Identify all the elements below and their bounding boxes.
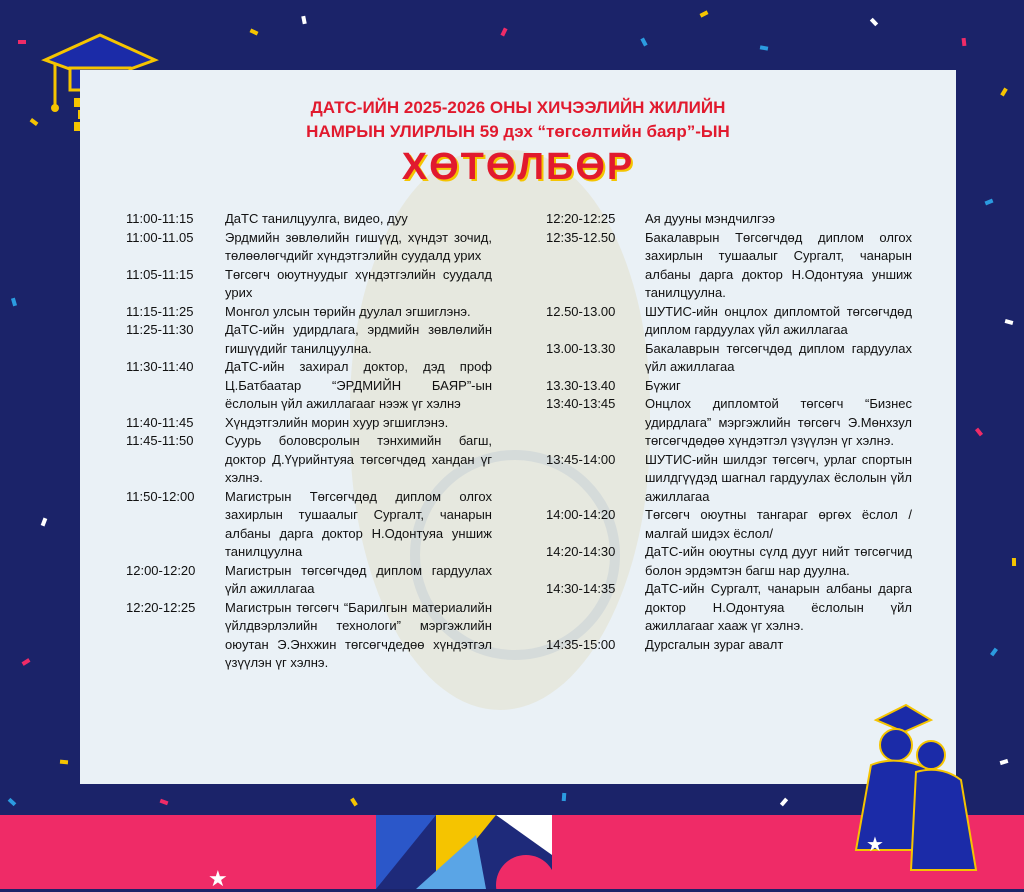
confetti-piece xyxy=(18,40,26,44)
schedule-row xyxy=(546,451,912,507)
schedule-time: 11:15-11:25 xyxy=(126,303,194,319)
schedule-description: ДаТС-ийн оюутны сүлд дууг нийт төгсөгчид болон эрдэмтэн багш нар дуулна. xyxy=(645,544,912,578)
confetti-piece xyxy=(1012,558,1016,566)
schedule-time: 11:40-11:45 xyxy=(126,414,194,430)
schedule-time: 14:20-14:30 xyxy=(546,544,616,559)
confetti-piece xyxy=(11,298,17,307)
schedule-row xyxy=(126,432,492,488)
geometric-pattern xyxy=(376,815,552,889)
schedule-description: Бүжиг xyxy=(645,377,681,393)
schedule-description: Магистрын төгсөгч “Барилгын материалийн үйлдвэрлэлийн технологи” мэргэжлийн оюутан Э.Энхжин төгсөгчдедөө хүндэтгэл үзүүлэн үг хэлнэ. xyxy=(225,599,492,670)
schedule-description: ШУТИС-ийн онцлох дипломтой төгсөгчдөд диплом гардуулах үйл ажиллагаа xyxy=(645,303,912,337)
schedule-description: ДаТС-ийн удирдлага, эрдмийн зөвлөлийн гишүүдийг танилцуулна. xyxy=(225,322,492,356)
schedule-time: 12:20-12:25 xyxy=(126,599,196,615)
confetti-piece xyxy=(250,28,259,35)
schedule-description: Дурсгалын зураг авалт xyxy=(645,636,784,652)
schedule-description: ШУТИС-ийн шилдэг төгсөгч, урлаг спортын шилдгүүдэд шагнал гардуулах ёслолын үйл ажиллагаа xyxy=(645,451,912,504)
schedule-row xyxy=(126,210,492,229)
confetti-piece xyxy=(1005,319,1014,325)
schedule-row xyxy=(126,358,492,414)
confetti-piece xyxy=(60,760,68,765)
confetti-piece xyxy=(22,658,31,666)
confetti-piece xyxy=(562,793,567,801)
schedule-right-column xyxy=(546,210,912,654)
schedule-time: 11:50-12:00 xyxy=(126,488,195,504)
schedule-row xyxy=(546,340,912,377)
schedule-time: 11:30-11:40 xyxy=(126,359,194,374)
schedule-time: 14:00-14:20 xyxy=(546,507,616,522)
schedule-row xyxy=(546,543,912,580)
schedule-description: Магистрын Төгсөгчдөд диплом олгох захирлын тушаалыг Сургалт, чанарын албаны дарга доктор Н.Одонтуяа уншиж танилцуулна xyxy=(225,488,492,559)
graduates-silhouette-icon xyxy=(836,700,986,889)
schedule-row xyxy=(126,303,492,322)
schedule-row xyxy=(126,266,492,303)
confetti-piece xyxy=(962,38,967,46)
schedule-description: ДаТС-ийн Сургалт, чанарын албаны дарга доктор Н.Одонтуяа ёслолын үйл ажиллагааг хааж үг хэлнэ. xyxy=(645,581,912,633)
schedule-row xyxy=(546,377,912,396)
schedule-description: Монгол улсын төрийн дуулал эгшиглэнэ. xyxy=(225,303,471,319)
schedule-description: ДаТС танилцуулга, видео, дуу xyxy=(225,211,408,226)
schedule-time: 13:45-14:00 xyxy=(546,451,616,467)
schedule-time: 14:35-15:00 xyxy=(546,636,616,652)
schedule-description: Суурь боловсролын тэнхимийн багш, доктор Д.Үүрийнтуяа төгсөгчдөд хандан үг хэлнэ. xyxy=(225,433,492,485)
schedule-row xyxy=(126,229,492,266)
confetti-piece xyxy=(760,45,769,50)
confetti-piece xyxy=(41,518,48,527)
star-icon: ★ xyxy=(208,866,228,891)
confetti-piece xyxy=(640,38,647,47)
star-icon: ★ xyxy=(866,834,884,856)
schedule-time: 13:40-13:45 xyxy=(546,396,616,411)
schedule-time: 11:45-11:50 xyxy=(126,433,194,448)
page-title: ХӨТӨЛБӨР xyxy=(401,146,635,188)
schedule-row xyxy=(546,303,912,340)
schedule-time: 12.50-13.00 xyxy=(546,303,616,319)
confetti-piece xyxy=(160,799,169,805)
confetti-piece xyxy=(870,18,878,27)
schedule-description: ДаТС-ийн захирал доктор, дэд проф Ц.Батбаатар “ЭРДМИЙН БАЯР”-ын ёслолын үйл ажиллагааг нээж үг хэлнэ xyxy=(225,359,492,411)
schedule-row xyxy=(126,321,492,358)
confetti-piece xyxy=(1000,759,1009,765)
confetti-piece xyxy=(975,428,983,437)
schedule-row xyxy=(546,506,912,543)
schedule-time: 11:00-11:15 xyxy=(126,211,194,226)
schedule-row xyxy=(126,562,492,599)
confetti-piece xyxy=(301,16,306,25)
schedule-time: 12:00-12:20 xyxy=(126,562,196,578)
schedule-row xyxy=(546,636,912,655)
schedule-row xyxy=(126,599,492,673)
confetti-piece xyxy=(350,798,358,807)
schedule-row xyxy=(546,229,912,303)
confetti-piece xyxy=(8,798,17,806)
schedule-time: 11:00-11.05 xyxy=(126,229,194,245)
schedule-row xyxy=(546,210,912,229)
confetti-piece xyxy=(990,648,998,657)
schedule-row xyxy=(546,580,912,636)
schedule-description: Төгсөгч оюутны тангараг өргөх ёслол /малгай шидэх ёслол/ xyxy=(645,507,912,541)
confetti-piece xyxy=(780,798,788,807)
schedule-time: 13.30-13.40 xyxy=(546,377,616,393)
schedule-description: Эрдмийн зөвлөлийн гишүүд, хүндэт зочид, төлөөлөгчдийг хүндэтгэлийн суудалд урих xyxy=(225,229,492,263)
schedule-description: Магистрын төгсөгчдөд диплом гардуулах үйл ажиллагаа xyxy=(225,562,492,596)
schedule-time: 11:25-11:30 xyxy=(126,322,194,337)
schedule-left-column xyxy=(126,210,492,673)
geometric-pattern-shapes xyxy=(376,815,552,889)
confetti-piece xyxy=(985,199,994,206)
confetti-piece xyxy=(30,118,39,126)
title-line-2: НАМРЫН УЛИРЛЫН 59 дэх “төгсөлтийн баяр”-ЫН xyxy=(306,122,730,141)
schedule-time: 12:20-12:25 xyxy=(546,211,616,226)
schedule-description: Онцлох дипломтой төгсөгч “Бизнес удирдлага” мэргэжлийн төгсөгч Э.Мөнхзул төгсөгчдөдөө хүндэтгэл үзүүлэн үг хэлнэ. xyxy=(645,396,912,448)
schedule-description: Хүндэтгэлийн морин хуур эгшиглэнэ. xyxy=(225,414,449,430)
title-line-1: ДАТС-ИЙН 2025-2026 ОНЫ ХИЧЭЭЛИЙН ЖИЛИЙН xyxy=(310,98,726,117)
schedule-row xyxy=(126,488,492,562)
confetti-piece xyxy=(700,10,709,17)
schedule-description: Ая дууны мэндчилгээ xyxy=(645,211,776,226)
schedule-time: 11:05-11:15 xyxy=(126,266,194,282)
schedule-time: 13.00-13.30 xyxy=(546,340,616,356)
schedule-time: 14:30-14:35 xyxy=(546,581,616,596)
program-card xyxy=(80,70,956,784)
schedule-time: 12:35-12.50 xyxy=(546,229,616,245)
schedule-row xyxy=(546,395,912,451)
confetti-piece xyxy=(500,28,507,37)
confetti-piece xyxy=(1000,88,1008,97)
schedule-description: Төгсөгч оюутнуудыг хүндэтгэлийн суудалд урих xyxy=(225,266,492,300)
schedule-description: Бакалаврын Төгсөгчдөд диплом олгох захирлын тушаалыг Сургалт, чанарын албаны дарга доктор Н.Одонтуяа уншиж танилцуулна. xyxy=(645,229,912,300)
schedule-row xyxy=(126,414,492,433)
schedule-description: Бакалаврын төгсөгчдөд диплом гардуулах үйл ажиллагаа xyxy=(645,340,912,374)
